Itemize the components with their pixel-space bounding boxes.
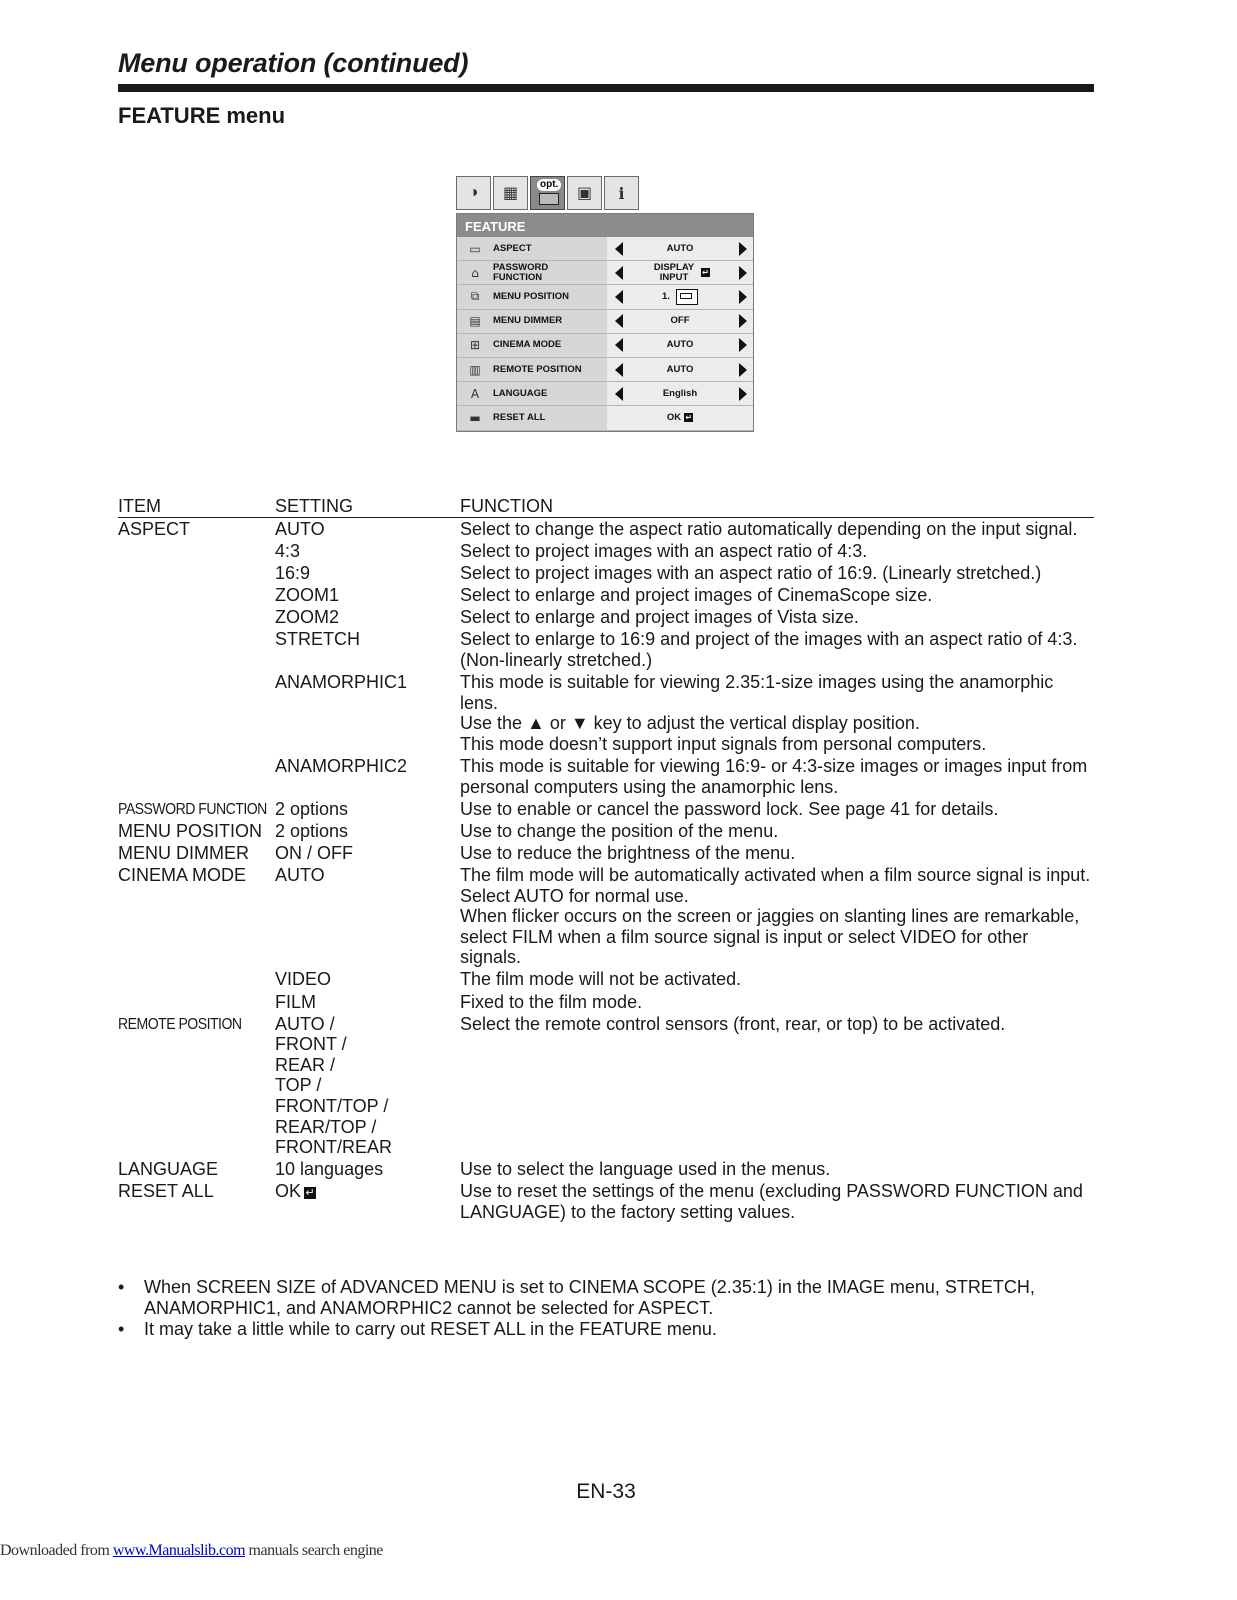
setting-cell [275,1181,459,1202]
feature-menu-screen [456,175,754,432]
installation-tab-icon: ▣ [567,176,602,210]
setting-text: 16:9 [275,563,311,584]
left-arrow-icon [615,363,623,377]
table-row [118,1159,1094,1181]
setting-text: ZOOM1 [275,585,340,606]
menu-row-value [607,358,753,381]
table-row [118,1014,1094,1160]
setting-text: ON / OFF [275,842,353,863]
menu-row-value-text: AUTO [666,242,694,254]
function-cell: Use to select the language used in the menus. [460,1159,831,1180]
table-row [118,756,1094,799]
setting-text: 10 languages [275,1159,384,1180]
note-item [118,1277,1094,1319]
setting-cell [275,585,459,606]
function-cell: Select to change the aspect ratio automatically depending on the input signal. [460,519,1078,539]
header-item: ITEM [118,496,161,516]
setting-cell [275,563,459,584]
setting-text: ANAMORPHIC2 [275,756,408,777]
setting-cell [275,541,459,562]
item-cell: PASSWORD FUNCTION [118,800,267,818]
function-cell: Use to reduce the brightness of the menu. [460,842,796,863]
menu-row-label: REMOTE POSITION [493,363,582,375]
aspect-icon: ▭ [469,241,481,256]
remote-position-icon: ▥ [469,362,481,377]
table-row [118,607,1094,629]
setting-text: ANAMORPHIC1 [275,672,408,693]
menu-row-value-text: OK [666,411,682,423]
menu-row [457,285,753,309]
setting-cell [275,756,459,777]
menu-row-value [607,261,753,284]
menu-dimmer-icon: ▤ [469,314,481,329]
menu-row-label: CINEMA MODE [493,339,562,351]
right-arrow-icon [739,363,747,377]
menu-row-label: MENU DIMMER [493,315,563,327]
setting-cell [275,629,459,650]
function-cell: Select to enlarge to 16:9 and project of the images with an aspect ratio of 4:3. (Non-linearly stretched.) [460,629,1078,671]
menu-row-value [607,285,753,308]
right-arrow-icon [739,242,747,256]
item-cell: MENU DIMMER [118,842,249,863]
menu-row-value [607,237,753,260]
menu-row-value-text: AUTO [666,363,694,375]
menu-row [457,237,753,261]
enter-icon: ↵ [305,1186,315,1199]
table-row [118,629,1094,672]
menu-row-label: LANGUAGE [493,387,548,399]
left-arrow-icon [615,242,623,256]
header-function: FUNCTION [460,496,553,516]
table-row [118,821,1094,843]
setting-text: ZOOM2 [275,607,340,628]
menu-row [457,406,753,430]
setting-text: FILM [275,991,317,1012]
menu-row [457,310,753,334]
left-arrow-icon [615,387,623,401]
menu-row-value-text: AUTO [666,339,694,351]
menu-row-value [607,406,753,429]
setting-text: 2 options [275,820,349,841]
menu-row-value-text: OFF [670,315,690,327]
function-cell: Select to project images with an aspect ratio of 16:9. (Linearly stretched.) [460,563,1042,584]
setting-text: VIDEO [275,969,332,990]
page-title: Menu operation (continued) [118,48,469,78]
menu-row [457,382,753,406]
function-cell: Fixed to the film mode. [460,991,643,1012]
page-number: EN-33 [576,1480,636,1503]
bullet-icon: • [118,1277,125,1297]
function-cell: Select to enlarge and project images of CinemaScope size. [460,585,933,606]
menu-row-value [607,382,753,405]
bullet-icon: • [118,1319,125,1339]
setting-cell [275,969,459,990]
right-arrow-icon [739,266,747,280]
setting-text: AUTO [275,865,325,885]
function-cell: Select to enlarge and project images of Vista size. [460,607,859,628]
menu-row-value [607,310,753,333]
enter-icon: ↵ [685,413,692,423]
setting-text: 2 options [275,798,349,819]
table-row [118,992,1094,1014]
note-text: When SCREEN SIZE of ADVANCED MENU is set to CINEMA SCOPE (2.35:1) in the IMAGE menu, STRETCH, ANAMORPHIC1, and ANAMORPHIC2 cannot be selected for ASPECT. [144,1277,1035,1318]
right-arrow-icon [739,387,747,401]
footer [0,1542,383,1560]
setting-cell [275,1014,459,1158]
item-cell: RESET ALL [118,1181,214,1202]
setting-cell [275,843,459,864]
option-tab-icon [530,176,565,210]
note-text: It may take a little while to carry out RESET ALL in the FEATURE menu. [144,1319,717,1339]
table-row [118,672,1094,756]
menu-row [457,261,753,285]
menu-row-label: ASPECT [493,242,532,254]
setting-cell [275,865,459,886]
menu-row-value-text: English [662,387,698,399]
left-arrow-icon [615,266,623,280]
footer-suffix: manuals search engine [245,1542,383,1559]
setting-cell [275,519,459,540]
enter-icon: ↵ [702,268,709,278]
section-title: FEATURE menu [118,103,286,128]
function-cell: Use to enable or cancel the password lock. See page 41 for details. [460,798,999,819]
table-row [118,969,1094,991]
menu-row [457,334,753,358]
picture-tab-icon: ◑ [456,176,491,210]
menu-row-value-text: DISPLAY INPUT [653,261,695,283]
menu-row [457,358,753,382]
setting-text: 4:3 [275,541,301,562]
setting-cell [275,672,459,693]
function-cell: Use to reset the settings of the menu (excluding PASSWORD FUNCTION and LANGUAGE) to the factory setting values. [460,1181,1083,1223]
menu-position-screen-icon [676,289,698,305]
left-arrow-icon [615,338,623,352]
item-cell: LANGUAGE [118,1159,219,1180]
language-icon: A [470,386,480,401]
menu-row-value-text: 1. [662,290,670,302]
table-row [118,519,1094,541]
notes [118,1277,1094,1340]
item-cell: MENU POSITION [118,820,263,841]
function-cell: The film mode will not be activated. [460,969,742,990]
right-arrow-icon [739,314,747,328]
cinema-mode-icon: ⊞ [469,338,481,353]
function-cell: Select the remote control sensors (front, rear, or top) to be activated. [460,1013,1006,1034]
title-rule [118,84,1094,92]
table-row [118,585,1094,607]
setting-text: STRETCH [275,629,360,650]
manualslib-link[interactable]: www.Manualslib.com [112,1542,246,1559]
info-tab-icon: i [604,176,639,210]
image-tab-icon: ▦ [493,176,528,210]
item-cell: REMOTE POSITION [118,1015,242,1033]
setting-text: AUTO / FRONT / REAR / TOP / FRONT/TOP / REAR/TOP / FRONT/REAR [275,1013,392,1158]
function-cell: This mode is suitable for viewing 16:9- or 4:3-size images or images input from personal computers using the anamorphic lens. [460,756,1088,797]
menu-row-label: PASSWORD FUNCTION [493,261,549,283]
menu-header: FEATURE [457,214,753,237]
setting-cell [275,992,459,1013]
setting-text: OK [275,1181,302,1202]
menu-tabs [456,175,642,213]
footer-prefix: Downloaded from [0,1542,113,1559]
function-cell: The film mode will be automatically activated when a film source signal is input. Select AUTO for normal use. When flicker occurs on the screen or jaggies on slanting lines are remarkable, select FILM when a film source signal is input or select VIDEO for other signals. [460,865,1091,968]
table-row [118,1181,1094,1224]
menu-panel [456,213,754,432]
header-setting: SETTING [275,496,354,516]
lock-icon: ⌂ [471,265,479,280]
table-row [118,843,1094,865]
menu-row-label: RESET ALL [493,411,546,423]
settings-table [118,495,1094,1224]
table-row [118,799,1094,821]
menu-position-icon: ⧉ [470,289,480,304]
left-arrow-icon [615,290,623,304]
option-tab-label: opt. [537,179,561,191]
right-arrow-icon [739,338,747,352]
left-arrow-icon [615,314,623,328]
reset-icon: ▬ [469,410,481,425]
table-row [118,541,1094,563]
setting-cell [275,799,459,820]
menu-row-label: MENU POSITION [493,290,570,302]
setting-cell [275,607,459,628]
menu-row-value [607,334,753,357]
item-cell: ASPECT [118,519,191,539]
table-row [118,865,1094,969]
function-cell: Select to project images with an aspect ratio of 4:3. [460,541,868,562]
function-cell: Use to change the position of the menu. [460,820,779,841]
right-arrow-icon [739,290,747,304]
setting-text: AUTO [275,519,325,539]
function-cell: This mode is suitable for viewing 2.35:1-size images using the anamorphic lens. Use the ▲ or ▼ key to adjust the vertical display position. This mode doesn’t support input signals from personal computers. [460,672,1054,754]
setting-cell [275,821,459,842]
setting-cell [275,1159,459,1180]
table-row [118,563,1094,585]
table-header [118,495,1094,518]
item-cell: CINEMA MODE [118,865,247,885]
note-item [118,1319,1094,1340]
